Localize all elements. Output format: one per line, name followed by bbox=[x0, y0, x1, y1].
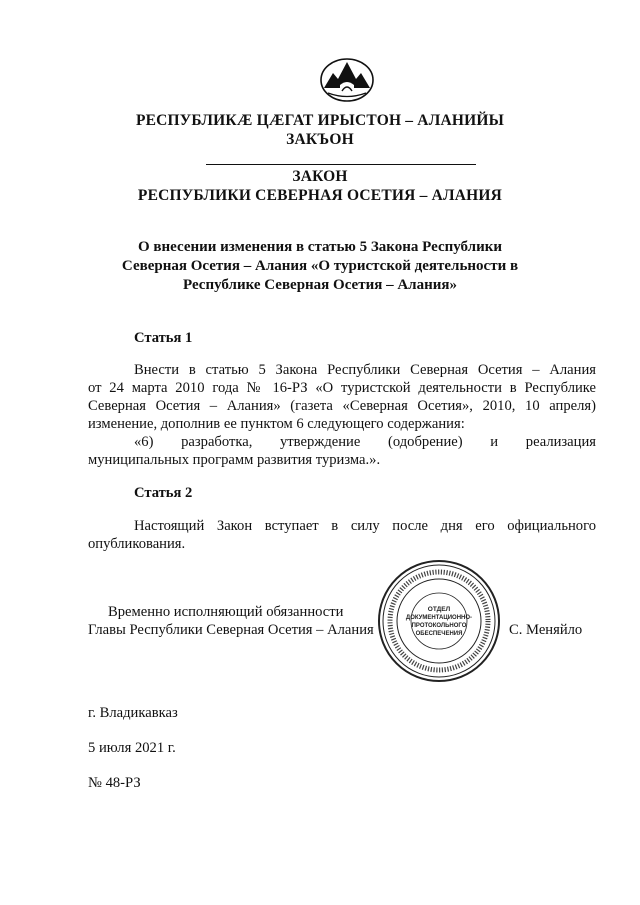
article-1-heading: Статья 1 bbox=[134, 330, 193, 346]
official-stamp bbox=[376, 558, 502, 684]
stamp-text: ОБЕСПЕЧЕНИЯ bbox=[415, 631, 463, 637]
document-title-line: Северная Осетия – Алания «О туристской деятельности в bbox=[121, 258, 519, 274]
signatory-name: С. Меняйло bbox=[509, 622, 583, 638]
document-title-line: О внесении изменения в статью 5 Закона Республики bbox=[137, 239, 503, 255]
article-2-text: опубликования. bbox=[88, 536, 186, 552]
article-1-text: Внести в статью 5 Закона Республики Северная Осетия – Алания bbox=[134, 362, 596, 378]
article-1-text: от 24 марта 2010 года № 16-РЗ «О туристской деятельности в Республике bbox=[88, 380, 596, 396]
stamp-text: ОТДЕЛ bbox=[427, 606, 451, 613]
law-heading-ossetian: ЗАКЪОН bbox=[286, 131, 354, 148]
article-1-text: изменение, дополнив ее пунктом 6 следующего содержания: bbox=[88, 416, 465, 432]
document-city: г. Владикавказ bbox=[88, 705, 178, 721]
article-2-text: Настоящий Закон вступает в силу после дня его официального bbox=[134, 518, 596, 534]
stamp-text: ДОКУМЕНТАЦИОННО- bbox=[405, 615, 473, 621]
article-1-text: «6) разработка, утверждение (одобрение) и реализация bbox=[134, 434, 596, 450]
republic-name-ossetian: РЕСПУБЛИКÆ ЦÆГАТ ИРЫСТОН – АЛАНИЙЫ bbox=[135, 112, 505, 129]
document-title-line: Республике Северная Осетия – Алания» bbox=[183, 277, 457, 293]
signatory-position: Главы Республики Северная Осетия – Алания bbox=[88, 622, 374, 638]
article-2-heading: Статья 2 bbox=[134, 485, 193, 501]
article-1-text: муниципальных программ развития туризма.». bbox=[88, 452, 381, 468]
document-number: № 48-РЗ bbox=[88, 775, 141, 791]
law-heading-russian: ЗАКОН bbox=[292, 168, 348, 185]
header-divider bbox=[206, 164, 476, 165]
coat-of-arms-emblem bbox=[318, 55, 376, 103]
signatory-position: Временно исполняющий обязанности bbox=[108, 604, 344, 620]
document-date: 5 июля 2021 г. bbox=[88, 740, 176, 756]
article-1-text: Северная Осетия – Алания» (газета «Северная Осетия», 2010, 10 апреля) bbox=[88, 398, 596, 414]
stamp-text: ПРОТОКОЛЬНОГО bbox=[411, 623, 467, 629]
republic-name-russian: РЕСПУБЛИКИ СЕВЕРНАЯ ОСЕТИЯ – АЛАНИЯ bbox=[137, 187, 503, 204]
